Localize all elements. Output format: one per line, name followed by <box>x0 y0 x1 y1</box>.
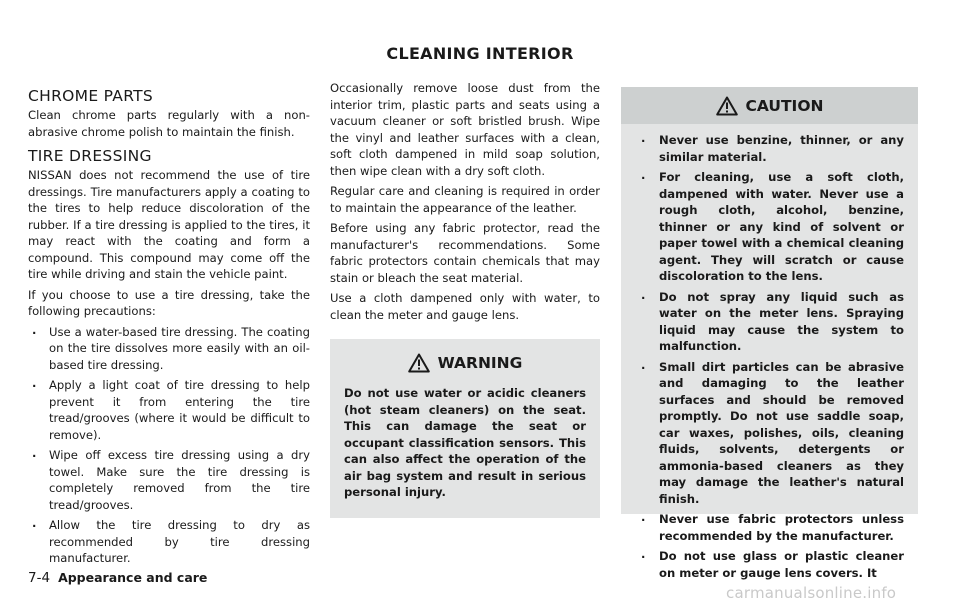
warning-text: Do not use water or acidic cleaners (hot steam cleaners) on the seat. This can damage the seat or occupant classification sensors. This can also affect the operation of the air bag system and result in serious personal injury. <box>344 386 586 499</box>
column-right <box>621 80 918 580</box>
caution-box <box>621 124 918 580</box>
warning-title: WARNING <box>437 354 523 372</box>
warning-box <box>330 339 600 518</box>
column-left <box>28 80 310 571</box>
list-item: . Never use fabric protectors unless recommended by the manufacturer. <box>635 511 904 544</box>
list-item: . Do not spray any liquid such as water on the meter lens. Spraying liquid may cause the system to malfunction. <box>635 289 904 355</box>
list-item: . Do not use glass or plastic cleaner on meter or gauge lens covers. It <box>635 548 904 581</box>
page-footer <box>28 570 207 586</box>
warning-triangle-icon <box>408 353 430 373</box>
interior-paragraph-1: Occasionally remove loose dust from the interior trim, plastic parts and seats using a vacuum cleaner or soft bristled brush. Wipe the vinyl and leather surfaces with a clean, soft cloth dampened in mild soap solution, then wipe clean with a dry soft cloth. <box>330 81 600 178</box>
list-item: . Never use benzine, thinner, or any similar material. <box>635 132 904 165</box>
interior-paragraph-2: Regular care and cleaning is required in order to maintain the appearance of the leather. <box>330 184 600 215</box>
column-middle <box>330 80 600 518</box>
page-number: 7-4 <box>28 570 51 586</box>
caution-header <box>621 87 918 124</box>
watermark-text: carmanualsonline.info <box>726 584 897 602</box>
list-item: . Allow the tire dressing to dry as recommended by tire dressing manufacturer. <box>28 517 310 567</box>
tire-dressing-precautions <box>28 324 310 567</box>
caution-list <box>635 132 904 581</box>
interior-paragraph-3: Before using any fabric protector, read the manufacturer's recommendations. Some fabric protectors contain chemicals that may stain or bleach the seat material. <box>330 221 600 285</box>
tire-dressing-paragraph-2: If you choose to use a tire dressing, take the following precautions: <box>28 287 310 318</box>
list-item: . For cleaning, use a soft cloth, dampened with water. Never use a rough cloth, alcohol, benzine, thinner or any kind of solvent or paper towel with a chemical cleaning agent. They will scratch or cause discoloration to the lens. <box>635 169 904 285</box>
chrome-parts-text: Clean chrome parts regularly with a non-abrasive chrome polish to maintain the finish. <box>28 108 310 139</box>
list-item: . Apply a light coat of tire dressing to help prevent it from entering the tire tread/grooves (where it would be difficult to remove). <box>28 377 310 443</box>
interior-paragraph-4: Use a cloth dampened only with water, to clean the meter and gauge lens. <box>330 291 600 322</box>
tire-dressing-paragraph-1: NISSAN does not recommend the use of tire dressings. Tire manufacturers apply a coating to the tires to help reduce discoloration of the rubber. If a tire dressing is applied to the tires, it may react with the coating and form a compound. This compound may come off the tire while driving and stain the vehicle paint. <box>28 168 310 281</box>
warning-triangle-icon <box>716 96 738 116</box>
tire-dressing-heading: TIRE DRESSING <box>28 147 152 165</box>
warning-header <box>344 345 586 385</box>
caution-title: CAUTION <box>745 96 824 115</box>
list-item: . Small dirt particles can be abrasive and damaging to the leather surfaces and should be removed promptly. Do not use saddle soap, car waxes, polishes, oils, cleaning fluids, solvents, detergents or ammonia-based cleaners as they may damage the leather's natural finish. <box>635 359 904 508</box>
section-title: CLEANING INTERIOR <box>386 44 574 63</box>
chrome-parts-heading: CHROME PARTS <box>28 87 154 105</box>
list-item: . Wipe off excess tire dressing using a dry towel. Make sure the tire dressing is completely removed from the tire tread/grooves. <box>28 447 310 513</box>
footer-section-name: Appearance and care <box>58 570 208 585</box>
list-item: . Use a water-based tire dressing. The coating on the tire dissolves more easily with an oil-based tire dressing. <box>28 324 310 374</box>
